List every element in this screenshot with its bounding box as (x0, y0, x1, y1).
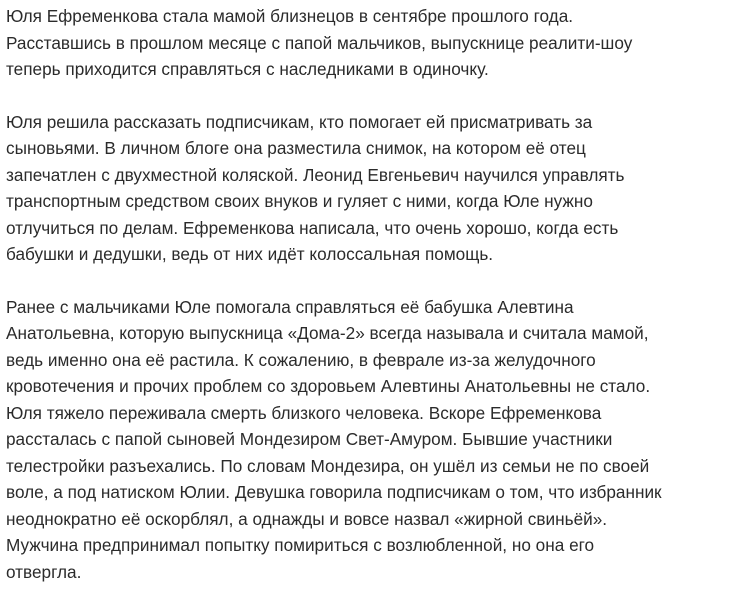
text-line: отлучиться по делам. Ефременкова написала, что очень хорошо, когда есть (6, 217, 619, 238)
text-line: телестройки разъехались. По словам Мондезира, он ушёл из семьи не по своей (6, 455, 650, 476)
text-line: кровотечения и прочих проблем со здоровьем Алевтины Анатольевны не стало. (6, 376, 651, 396)
text-line: сыновьями. В личном блоге она разместила снимок, на котором её отец (6, 138, 586, 158)
paragraph-1 (6, 3, 726, 83)
text-line: Ранее с мальчиками Юле помогала справляться её бабушка Алевтина (6, 296, 574, 317)
text-line: Юля тяжело переживала смерть близкого человека. Вскоре Ефременкова (6, 402, 602, 423)
text-line: Расставшись в прошлом месяце с папой мальчиков, выпускнице реалити-шоу (6, 32, 633, 53)
text-line: теперь приходится справляться с наследниками в одиночку. (6, 59, 489, 79)
text-line: Мужчина предпринимал попытку помириться с возлюбленной, но она его (6, 535, 595, 555)
text-line: Юля решила рассказать подписчикам, кто помогает ей присматривать за (6, 111, 593, 132)
article-body (6, 3, 726, 611)
text-line: неоднократно её оскорблял, а однажды и вовсе назвал «жирной свиньёй». (6, 508, 608, 529)
text-line: воле, а под натиском Юлии. Девушка говорила подписчикам о том, что избранник (6, 482, 662, 502)
text-line: Анатольевна, которую выпускница «Дома-2» всегда называла и считала мамой, (6, 323, 649, 343)
text-line: ведь именно она её растила. К сожалению, в феврале из-за желудочного (6, 349, 596, 370)
text-line: Юля Ефременкова стала мамой близнецов в сентябре прошлого года. (6, 6, 574, 26)
text-line: бабушки и дедушки, ведь от них идёт колоссальная помощь. (6, 244, 494, 264)
text-line: транспортным средством своих внуков и гуляет с ними, когда Юле нужно (6, 191, 593, 211)
paragraph-3 (6, 294, 726, 586)
text-line: отвергла. (6, 561, 82, 582)
text-line: запечатлен с двухместной коляской. Леонид Евгеньевич научился управлять (6, 164, 625, 185)
text-line: рассталась с папой сыновей Мондезиром Свет-Амуром. Бывшие участники (6, 429, 613, 449)
paragraph-2 (6, 109, 726, 268)
